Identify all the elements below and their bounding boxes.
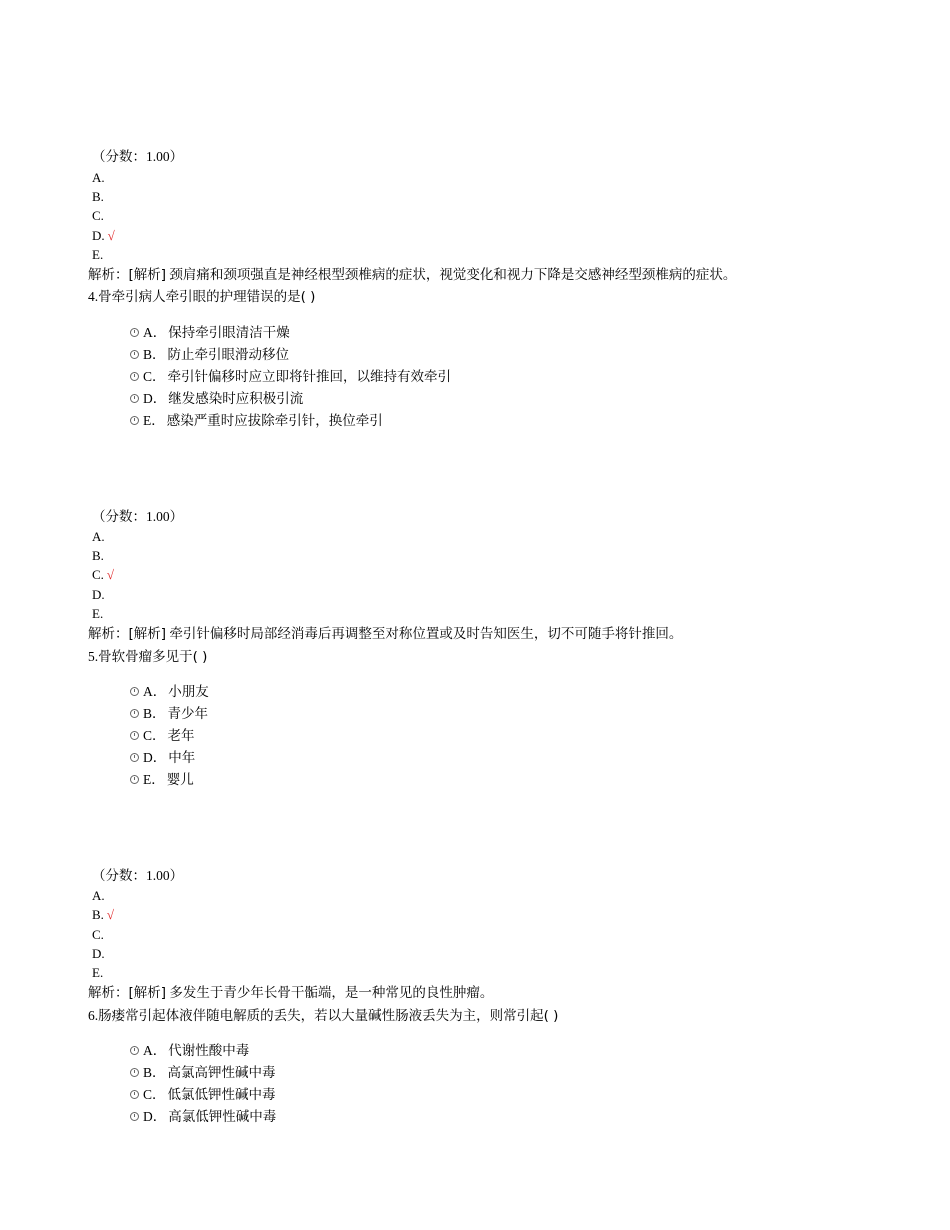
option-e[interactable]: E． 婴儿 (130, 770, 194, 790)
radio-icon[interactable] (130, 1112, 139, 1121)
option-e[interactable]: E． 感染严重时应拔除牵引针，换位牵引 (130, 411, 383, 431)
answer-option-c: C. (92, 927, 104, 942)
answer-option-b: B. √ (92, 907, 115, 922)
option-b[interactable]: B． 青少年 (130, 704, 208, 724)
radio-icon[interactable] (130, 687, 139, 696)
answer-option-b: B. (92, 189, 104, 204)
answer-option-e: E. (92, 247, 104, 262)
option-a[interactable]: A． 代谢性酸中毒 (130, 1041, 249, 1061)
correct-check-mark: √ (107, 228, 115, 243)
option-c[interactable]: C． 老年 (130, 726, 195, 746)
explanation: 解析：[解析] 多发生于青少年长骨干骺端，是一种常见的良性肿瘤。 (88, 985, 494, 1001)
option-a[interactable]: A． 保持牵引眼清洁干燥 (130, 323, 290, 343)
answer-option-d: D. (92, 946, 105, 961)
score-label: （分数：1.00） (92, 509, 184, 524)
option-d[interactable]: D． 继发感染时应积极引流 (130, 389, 303, 409)
question-6: 6.肠瘘常引起体液伴随电解质的丢失，若以大量碱性肠液丢失为主，则常引起( ) (88, 1008, 559, 1024)
option-b[interactable]: B． 防止牵引眼滑动移位 (130, 345, 289, 365)
question-5: 5.骨软骨瘤多见于( ) (88, 649, 208, 665)
answer-option-d: D. √ (92, 228, 115, 243)
radio-icon[interactable] (130, 709, 139, 718)
explanation: 解析：[解析] 牵引针偏移时局部经消毒后再调整至对称位置或及时告知医生，切不可随手将针推回。 (88, 626, 683, 642)
radio-icon[interactable] (130, 1068, 139, 1077)
radio-icon[interactable] (130, 416, 139, 425)
answer-option-b: B. (92, 548, 104, 563)
explanation: 解析：[解析] 颈肩痛和颈项强直是神经根型颈椎病的症状，视觉变化和视力下降是交感神经型颈椎病的症状。 (88, 267, 737, 283)
answer-option-c: C. √ (92, 567, 115, 582)
answer-option-a: A. (92, 888, 105, 903)
answer-option-d: D. (92, 587, 105, 602)
score-label: （分数：1.00） (92, 868, 184, 883)
answer-option-a: A. (92, 529, 105, 544)
option-b[interactable]: B． 高氯高钾性碱中毒 (130, 1063, 276, 1083)
score-label: （分数：1.00） (92, 149, 184, 164)
option-c[interactable]: C． 牵引针偏移时应立即将针推回，以维持有效牵引 (130, 367, 451, 387)
option-a[interactable]: A． 小朋友 (130, 682, 209, 702)
answer-option-a: A. (92, 170, 105, 185)
radio-icon[interactable] (130, 372, 139, 381)
radio-icon[interactable] (130, 328, 139, 337)
answer-option-e: E. (92, 606, 104, 621)
radio-icon[interactable] (130, 775, 139, 784)
radio-icon[interactable] (130, 1046, 139, 1055)
radio-icon[interactable] (130, 1090, 139, 1099)
radio-icon[interactable] (130, 731, 139, 740)
radio-icon[interactable] (130, 753, 139, 762)
option-d[interactable]: D． 高氯低钾性碱中毒 (130, 1107, 276, 1127)
answer-option-c: C. (92, 208, 104, 223)
radio-icon[interactable] (130, 350, 139, 359)
option-d[interactable]: D． 中年 (130, 748, 195, 768)
answer-option-e: E. (92, 965, 104, 980)
question-4: 4.骨牵引病人牵引眼的护理错误的是( ) (88, 289, 316, 305)
correct-check-mark: √ (106, 907, 115, 922)
radio-icon[interactable] (130, 394, 139, 403)
option-c[interactable]: C． 低氯低钾性碱中毒 (130, 1085, 276, 1105)
correct-check-mark: √ (106, 567, 115, 582)
